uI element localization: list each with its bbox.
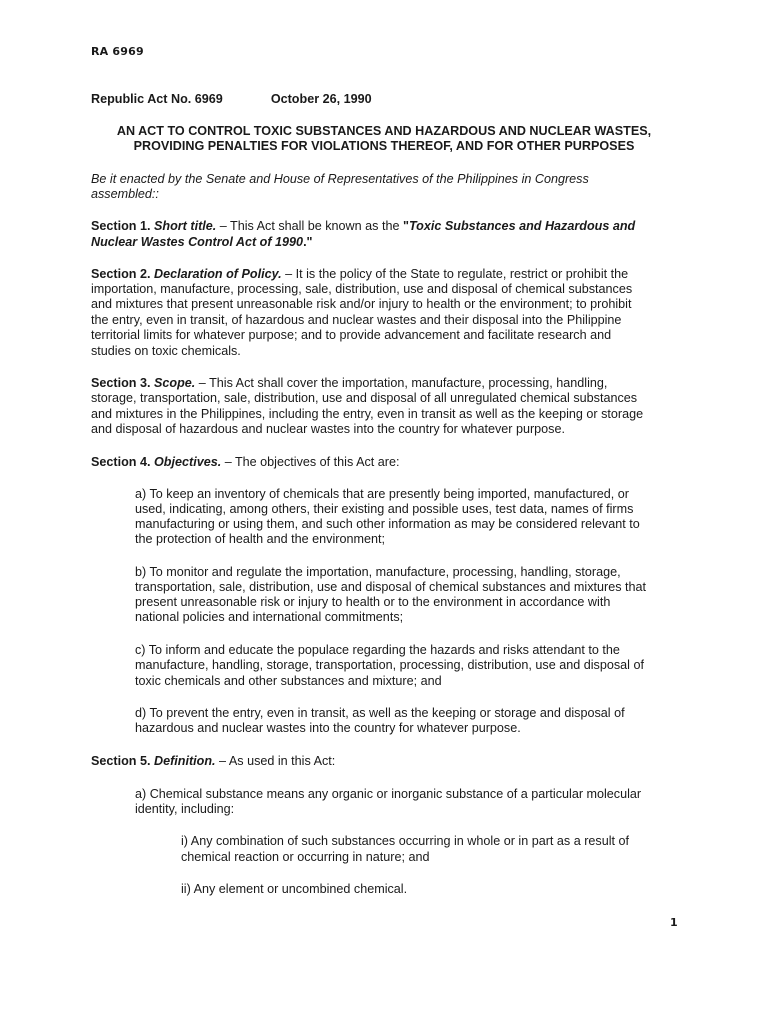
section-5-heading: Definition. <box>154 754 216 768</box>
objective-d-line-2: hazardous and nuclear wastes into the country for whatever purpose. <box>135 721 521 735</box>
section-3-heading: Scope. <box>154 376 196 390</box>
objective-d-line-1: d) To prevent the entry, even in transit, as well as the keeping or storage and disposal of <box>135 706 625 720</box>
objective-b-line-4: national policies and international commitments; <box>135 610 404 624</box>
act-number-line <box>91 92 372 107</box>
section-4-line-1: Section 4. Objectives. – The objectives of this Act are: <box>91 455 400 469</box>
act-number: Republic Act No. 6969 <box>91 92 223 106</box>
objective-a-line-2: used, indicating, among others, their existing and possible uses, test data, names of firms <box>135 502 634 516</box>
section-3-line-2: storage, transportation, sale, distribution, use and disposal of all unregulated chemical substances <box>91 391 638 405</box>
objective-a-line-4: the protection of health and the environment; <box>135 532 385 546</box>
objective-c-line-3: toxic chemicals and other substances and mixture; and <box>135 674 442 688</box>
enacting-clause-line-2: assembled:: <box>91 187 159 201</box>
section-3-line-4: and disposal of hazardous and nuclear wastes into the country for whatever purpose. <box>91 422 565 436</box>
section-1-number: Section 1. <box>91 219 151 233</box>
definition-i-line-2: chemical reaction or occurring in nature; and <box>181 850 430 864</box>
section-3-line-1: Section 3. Scope. – This Act shall cover the importation, manufacture, processing, handling, <box>91 376 608 390</box>
section-1-heading: Short title. <box>154 219 217 233</box>
section-4-number: Section 4. <box>91 455 151 469</box>
section-4-heading: Objectives. <box>154 455 222 469</box>
objective-b-line-3: present unreasonable risk or injury to health or to the environment in accordance with <box>135 595 611 609</box>
page-number: 1 <box>670 916 678 929</box>
section-1-act-name: Toxic Substances and Hazardous and <box>408 219 636 233</box>
objective-b-line-1: b) To monitor and regulate the importation, manufacture, processing, handling, storage, <box>135 565 621 579</box>
section-2-line-5: territorial limits for whatever purpose; and to provide advancement and facilitate research and <box>91 328 612 342</box>
objective-a-line-3: manufacturing or using them, and such other information as may be considered relevant to <box>135 517 640 531</box>
section-2-number: Section 2. <box>91 267 151 281</box>
act-title-line-1: AN ACT TO CONTROL TOXIC SUBSTANCES AND HAZARDOUS AND NUCLEAR WASTES, <box>116 124 652 138</box>
running-header: RA 6969 <box>91 45 144 58</box>
objective-c-line-2: manufacture, handling, storage, transportation, processing, distribution, use and disposal of <box>135 658 644 672</box>
section-2-line-4: the entry, even in transit, of hazardous and nuclear wastes and their disposal into the Philippine <box>91 313 622 327</box>
section-2-line-6: studies on toxic chemicals. <box>91 344 241 358</box>
section-5-line-1: Section 5. Definition. – As used in this Act: <box>91 754 336 768</box>
section-1-line-2: Nuclear Wastes Control Act of 1990." <box>91 235 313 249</box>
objective-c-line-1: c) To inform and educate the populace regarding the hazards and risks attendant to the <box>135 643 620 657</box>
section-3-number: Section 3. <box>91 376 151 390</box>
section-5-number: Section 5. <box>91 754 151 768</box>
definition-ii-line-1: ii) Any element or uncombined chemical. <box>181 882 408 896</box>
objective-b-line-2: transportation, sale, distribution, use and disposal of chemical substances and mixtures that <box>135 580 647 594</box>
section-2-heading: Declaration of Policy. <box>154 267 282 281</box>
section-3-line-3: and mixtures in the Philippines, including the entry, even in transit as well as the keeping or storage <box>91 407 644 421</box>
section-2-line-1: Section 2. Declaration of Policy. – It is the policy of the State to regulate, restrict or prohibit the <box>91 267 629 281</box>
enacting-clause-line-1: Be it enacted by the Senate and House of Representatives of the Philippines in Congress <box>91 172 589 186</box>
definition-i-line-1: i) Any combination of such substances occurring in whole or in part as a result of <box>181 834 630 848</box>
act-title-line-2: PROVIDING PENALTIES FOR VIOLATIONS THEREOF, AND FOR OTHER PURPOSES <box>133 139 635 153</box>
section-2-line-3: and mixtures that present unreasonable risk and/or injury to health or the environment; to prohibit <box>91 297 632 311</box>
definition-a-line-2: identity, including: <box>135 802 235 816</box>
definition-a-line-1: a) Chemical substance means any organic or inorganic substance of a particular molecular <box>135 787 642 801</box>
section-1-act-name-cont: Nuclear Wastes Control Act of 1990 <box>91 235 304 249</box>
act-date: October 26, 1990 <box>270 92 372 106</box>
section-1-text: – This Act shall be known as the <box>216 219 403 233</box>
section-2-line-2: importation, manufacture, processing, sale, distribution, use and disposal of chemical substances <box>91 282 633 296</box>
section-1-line-1: Section 1. Short title. – This Act shall be known as the "Toxic Substances and Hazardous and <box>91 219 636 233</box>
objective-a-line-1: a) To keep an inventory of chemicals that are presently being imported, manufactured, or <box>135 487 629 501</box>
